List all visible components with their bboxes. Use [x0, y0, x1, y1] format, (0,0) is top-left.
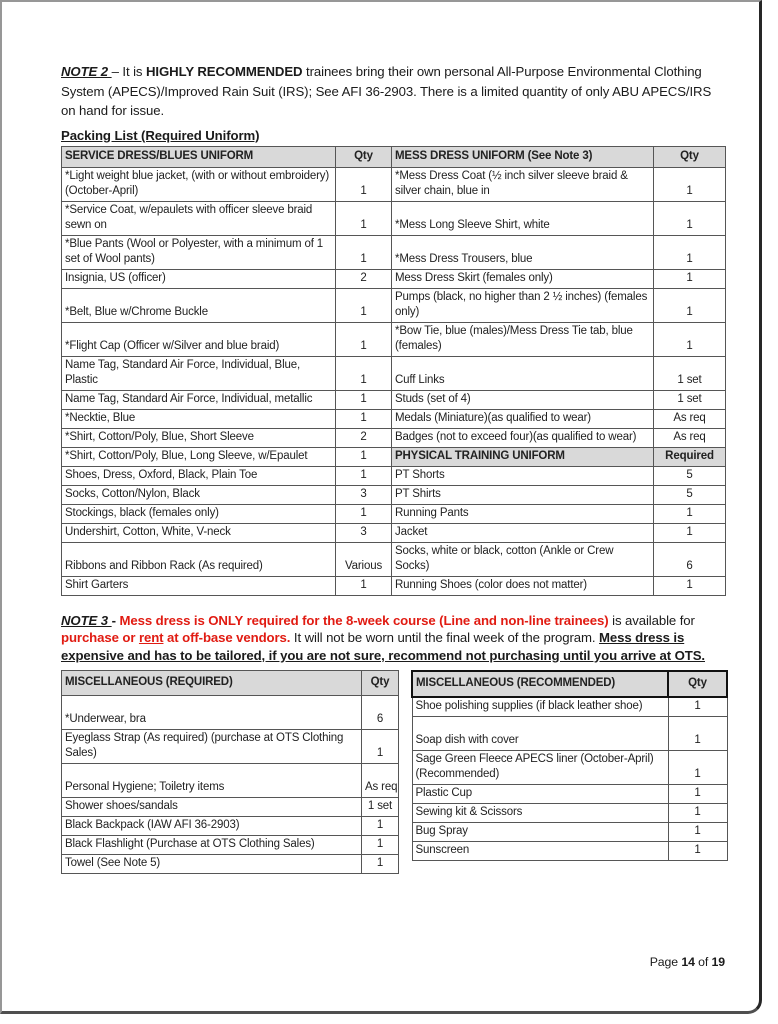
- text-segment: NOTE 3: [61, 612, 112, 628]
- text-segment: It will not be worn until the final week of the program.: [290, 630, 600, 646]
- item-cell: Towel (See Note 5): [62, 855, 362, 874]
- item-cell: *Blue Pants (Wool or Polyester, with a minimum of 1 set of Wool pants): [62, 235, 336, 269]
- qty-cell: 6: [362, 696, 399, 730]
- item-cell: *Belt, Blue w/Chrome Buckle: [62, 288, 336, 322]
- qty-cell: 1: [668, 785, 727, 804]
- misc-recommended-row: [412, 785, 727, 804]
- qty-cell: 1: [668, 717, 727, 751]
- packing-table-header-row: [62, 146, 726, 167]
- item-cell: Studs (set of 4): [392, 390, 654, 409]
- misc-required-header-row: [62, 671, 399, 696]
- item-cell: Insignia, US (officer): [62, 269, 336, 288]
- qty-cell: 2: [336, 428, 392, 447]
- misc-recommended-row: [412, 697, 727, 717]
- qty-cell: 1: [336, 356, 392, 390]
- item-cell: *Necktie, Blue: [62, 409, 336, 428]
- col-header-service-dress: SERVICE DRESS/BLUES UNIFORM: [62, 146, 336, 167]
- packing-table-row: [62, 235, 726, 269]
- item-cell: Sage Green Fleece APECS liner (October-April) (Recommended): [412, 751, 668, 785]
- col-header-misc-required-qty: Qty: [362, 671, 399, 696]
- item-cell: Shirt Garters: [62, 576, 336, 595]
- item-cell: Name Tag, Standard Air Force, Individual, Blue, Plastic: [62, 356, 336, 390]
- item-cell: Ribbons and Ribbon Rack (As required): [62, 542, 336, 576]
- item-cell: Running Shoes (color does not matter): [392, 576, 654, 595]
- item-cell: Jacket: [392, 523, 654, 542]
- item-cell: Shoe polishing supplies (if black leather shoe): [412, 697, 668, 717]
- text-segment: rent: [138, 630, 164, 646]
- qty-cell: 1: [336, 409, 392, 428]
- col-header-qty-left: Qty: [336, 146, 392, 167]
- item-cell: Black Backpack (IAW AFI 36-2903): [62, 817, 362, 836]
- page-content: [61, 62, 725, 969]
- item-cell: Shoes, Dress, Oxford, Black, Plain Toe: [62, 466, 336, 485]
- item-cell: *Bow Tie, blue (males)/Mess Dress Tie tab, blue (females): [392, 322, 654, 356]
- misc-recommended-row: [412, 842, 727, 861]
- qty-cell: 1: [654, 504, 726, 523]
- text-segment: 19: [711, 955, 725, 969]
- qty-cell: 1: [668, 842, 727, 861]
- text-segment: 14: [681, 955, 695, 969]
- item-cell: *Mess Dress Trousers, blue: [392, 235, 654, 269]
- qty-cell: 1: [668, 823, 727, 842]
- qty-cell: As req: [654, 428, 726, 447]
- text-segment: Mess dress is expensive and has to be tailored, if you are not sure, recommend not purchasing until you arrive at OTS.: [61, 630, 705, 663]
- item-cell: Soap dish with cover: [412, 717, 668, 751]
- qty-cell: 3: [336, 485, 392, 504]
- qty-cell: 1: [336, 390, 392, 409]
- packing-table-row: [62, 167, 726, 201]
- col-header-misc-recommended-qty: Qty: [668, 671, 727, 697]
- misc-recommended-row: [412, 751, 727, 785]
- item-cell: Black Flashlight (Purchase at OTS Clothing Sales): [62, 836, 362, 855]
- qty-cell: 1: [336, 288, 392, 322]
- qty-cell: 1: [336, 447, 392, 466]
- qty-cell: 1: [336, 167, 392, 201]
- misc-required-row: [62, 730, 399, 764]
- qty-cell: 1: [336, 576, 392, 595]
- qty-cell: 2: [336, 269, 392, 288]
- item-cell: Plastic Cup: [412, 785, 668, 804]
- packing-table-row: [62, 269, 726, 288]
- text-segment: – It is: [111, 64, 146, 79]
- qty-cell: As req: [362, 764, 399, 798]
- qty-cell: 1: [336, 466, 392, 485]
- qty-cell: 1: [654, 288, 726, 322]
- misc-required-row: [62, 817, 399, 836]
- packing-table-row: [62, 428, 726, 447]
- item-cell: Sewing kit & Scissors: [412, 804, 668, 823]
- item-cell: *Service Coat, w/epaulets with officer sleeve braid sewn on: [62, 201, 336, 235]
- item-cell: *Mess Long Sleeve Shirt, white: [392, 201, 654, 235]
- item-cell: *Light weight blue jacket, (with or without embroidery) (October-April): [62, 167, 336, 201]
- col-header-qty-right: Qty: [654, 146, 726, 167]
- item-cell: Personal Hygiene; Toiletry items: [62, 764, 362, 798]
- item-cell: Bug Spray: [412, 823, 668, 842]
- packing-table-row: [62, 356, 726, 390]
- item-cell: Stockings, black (females only): [62, 504, 336, 523]
- packing-table-row: [62, 485, 726, 504]
- packing-table-row: [62, 447, 726, 466]
- item-cell: *Shirt, Cotton/Poly, Blue, Long Sleeve, w/Epaulet: [62, 447, 336, 466]
- item-cell: Badges (not to exceed four)(as qualified to wear): [392, 428, 654, 447]
- qty-cell: 1: [654, 576, 726, 595]
- note3-paragraph: [61, 612, 725, 665]
- misc-recommended-row: [412, 823, 727, 842]
- misc-required-row: [62, 836, 399, 855]
- text-segment: Page: [649, 955, 682, 969]
- misc-required-row: [62, 696, 399, 730]
- item-cell: Mess Dress Skirt (females only): [392, 269, 654, 288]
- qty-cell: 1: [336, 201, 392, 235]
- qty-cell: 1: [362, 817, 399, 836]
- qty-cell: 1: [654, 269, 726, 288]
- item-cell: Socks, white or black, cotton (Ankle or Crew Socks): [392, 542, 654, 576]
- item-cell: Shower shoes/sandals: [62, 798, 362, 817]
- item-cell: PHYSICAL TRAINING UNIFORM: [392, 447, 654, 466]
- miscellaneous-tables: [61, 670, 725, 874]
- item-cell: PT Shirts: [392, 485, 654, 504]
- text-segment: is available for: [608, 612, 695, 628]
- qty-cell: 5: [654, 485, 726, 504]
- item-cell: *Mess Dress Coat (½ inch silver sleeve braid & silver chain, blue in: [392, 167, 654, 201]
- item-cell: *Flight Cap (Officer w/Silver and blue braid): [62, 322, 336, 356]
- qty-cell: 1: [362, 730, 399, 764]
- qty-cell: Various: [336, 542, 392, 576]
- misc-recommended-row: [412, 804, 727, 823]
- text-segment: trainees bring their own personal All-Purpose Environmental Clothing System (APECS)/Improved Rain Suit (IRS); See AFI 36-2903. There is a limited quantity of only ABU APECS/IRS on hand for issue.: [61, 64, 712, 118]
- packing-table-row: [62, 390, 726, 409]
- qty-cell: 1: [668, 697, 727, 717]
- text-segment: at off-base vendors.: [163, 630, 291, 646]
- text-segment: -: [111, 612, 120, 628]
- qty-cell: 1 set: [362, 798, 399, 817]
- item-cell: *Shirt, Cotton/Poly, Blue, Short Sleeve: [62, 428, 336, 447]
- packing-table-row: [62, 523, 726, 542]
- misc-required-row: [62, 855, 399, 874]
- qty-cell: 1: [336, 235, 392, 269]
- item-cell: *Underwear, bra: [62, 696, 362, 730]
- qty-cell: 5: [654, 466, 726, 485]
- item-cell: Undershirt, Cotton, White, V-neck: [62, 523, 336, 542]
- packing-list-table: [61, 146, 726, 596]
- qty-cell: 1 set: [654, 356, 726, 390]
- col-header-misc-recommended: MISCELLANEOUS (RECOMMENDED): [412, 671, 668, 697]
- page-number: [650, 955, 725, 969]
- item-cell: Pumps (black, no higher than 2 ½ inches) (females only): [392, 288, 654, 322]
- qty-cell: 1 set: [654, 390, 726, 409]
- misc-required-row: [62, 764, 399, 798]
- packing-table-row: [62, 504, 726, 523]
- item-cell: Running Pants: [392, 504, 654, 523]
- packing-table-row: [62, 466, 726, 485]
- packing-list-heading: Packing List (Required Uniform): [61, 127, 260, 143]
- qty-cell: 1: [362, 855, 399, 874]
- qty-cell: 1: [336, 504, 392, 523]
- qty-cell: 1: [654, 523, 726, 542]
- packing-table-row: [62, 576, 726, 595]
- misc-required-table: [61, 670, 399, 874]
- qty-cell: 1: [362, 836, 399, 855]
- qty-cell: 1: [336, 322, 392, 356]
- text-segment: HIGHLY RECOMMENDED: [146, 64, 303, 79]
- packing-table-row: [62, 409, 726, 428]
- item-cell: Medals (Miniature)(as qualified to wear): [392, 409, 654, 428]
- qty-cell: 6: [654, 542, 726, 576]
- qty-cell: 1: [654, 235, 726, 269]
- misc-required-row: [62, 798, 399, 817]
- misc-recommended-header-row: [412, 671, 727, 697]
- packing-table-row: [62, 542, 726, 576]
- col-header-mess-dress: MESS DRESS UNIFORM (See Note 3): [392, 146, 654, 167]
- item-cell: Sunscreen: [412, 842, 668, 861]
- qty-cell: 3: [336, 523, 392, 542]
- packing-table-row: [62, 322, 726, 356]
- packing-table-row: [62, 288, 726, 322]
- qty-cell: 1: [654, 167, 726, 201]
- text-segment: Mess dress is ONLY required for the 8-week course (Line and non-line trainees): [119, 612, 609, 628]
- qty-cell: 1: [654, 201, 726, 235]
- qty-cell: 1: [668, 751, 727, 785]
- qty-cell: 1: [654, 322, 726, 356]
- qty-cell: 1: [668, 804, 727, 823]
- qty-cell: As req: [654, 409, 726, 428]
- item-cell: Socks, Cotton/Nylon, Black: [62, 485, 336, 504]
- col-header-misc-required: MISCELLANEOUS (REQUIRED): [62, 671, 362, 696]
- text-segment: purchase or: [61, 630, 139, 646]
- misc-recommended-row: [412, 717, 727, 751]
- item-cell: PT Shorts: [392, 466, 654, 485]
- text-segment: NOTE 2: [61, 64, 112, 79]
- text-segment: of: [694, 955, 712, 969]
- item-cell: Eyeglass Strap (As required) (purchase at OTS Clothing Sales): [62, 730, 362, 764]
- item-cell: Name Tag, Standard Air Force, Individual, metallic: [62, 390, 336, 409]
- packing-table-row: [62, 201, 726, 235]
- misc-recommended-table: [411, 670, 728, 861]
- note2-paragraph: [61, 62, 725, 121]
- qty-cell: Required: [654, 447, 726, 466]
- item-cell: Cuff Links: [392, 356, 654, 390]
